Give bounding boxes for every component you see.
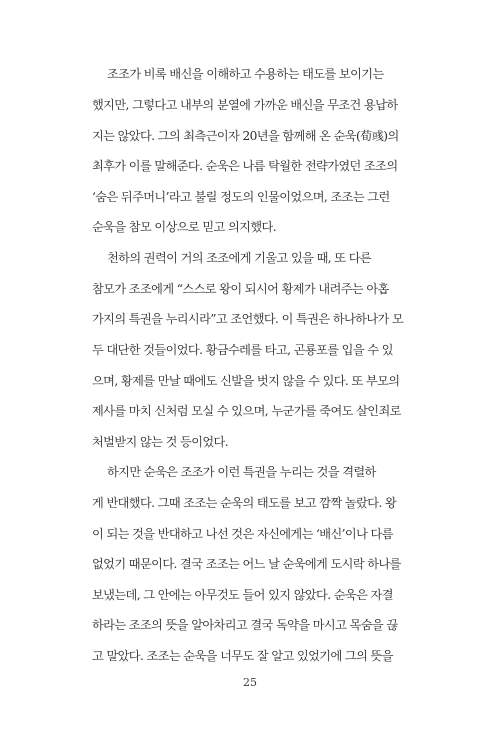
paragraph-3-line-5: 보냈는데, 그 안에는 아무것도 들어 있지 않았다. 순욱은 자결 — [92, 588, 393, 602]
paragraph-1-line-5: ‘숨은 뒤주머니’라고 불릴 정도의 인물이었으며, 조조는 그런 — [92, 190, 390, 204]
paragraph-2-line-7: 처벌받지 않는 것 등이었다. — [92, 435, 229, 449]
paragraph-3-line-2: 게 반대했다. 그때 조조는 순욱의 태도를 보고 깜짝 놀랐다. 왕 — [92, 496, 397, 510]
paragraph-3-line-6: 하라는 조조의 뜻을 알아차리고 결국 독약을 마시고 목숨을 끊 — [92, 618, 398, 632]
paragraph-3-line-7: 고 말았다. 조조는 순욱을 너무도 잘 알고 있었기에 그의 뜻을 — [92, 649, 393, 663]
paragraph-2-line-6: 제사를 마치 신처럼 모실 수 있으며, 누군가를 죽여도 살인죄로 — [92, 404, 401, 418]
paragraph-3-line-1: 하지만 순욱은 조조가 이런 특권을 누리는 것을 격렬하 — [107, 465, 376, 479]
paragraph-3-line-3: 이 되는 것을 반대하고 나선 것은 자신에게는 ‘배신’이나 다름 — [92, 527, 393, 541]
paragraph-2-line-3: 가지의 특권을 누리시라”고 조언했다. 이 특권은 하나하나가 모 — [92, 312, 404, 326]
paragraph-1-line-4: 최후가 이를 말해준다. 순욱은 나름 탁월한 전략가였던 조조의 — [92, 159, 398, 173]
paragraph-2-line-1: 천하의 권력이 거의 조조에게 기울고 있을 때, 또 다른 — [107, 251, 372, 265]
paragraph-2-line-2: 참모가 조조에게 “스스로 왕이 되시어 황제가 내려주는 아홉 — [92, 282, 389, 296]
paragraph-1-line-6: 순욱을 참모 이상으로 믿고 의지했다. — [92, 220, 276, 234]
paragraph-3-line-4: 없었기 때문이다. 결국 조조는 어느 날 순욱에게 도시락 하나를 — [92, 557, 401, 571]
paragraph-2-line-4: 두 대단한 것들이었다. 황금수레를 타고, 곤룡포를 입을 수 있 — [92, 343, 393, 357]
paragraph-2-line-5: 으며, 황제를 만날 때에도 신발을 벗지 않을 수 있다. 또 부모의 — [92, 374, 400, 388]
page-number: 25 — [243, 676, 257, 689]
paragraph-1-line-2: 했지만, 그렇다고 내부의 분열에 가까운 배신을 무조건 용납하 — [92, 98, 398, 112]
paragraph-1-line-3: 지는 않았다. 그의 최측근이자 20년을 함께해 온 순욱(荀彧)의 — [92, 129, 399, 143]
paragraph-1-line-1: 조조가 비록 배신을 이해하고 수용하는 태도를 보이기는 — [107, 67, 384, 81]
